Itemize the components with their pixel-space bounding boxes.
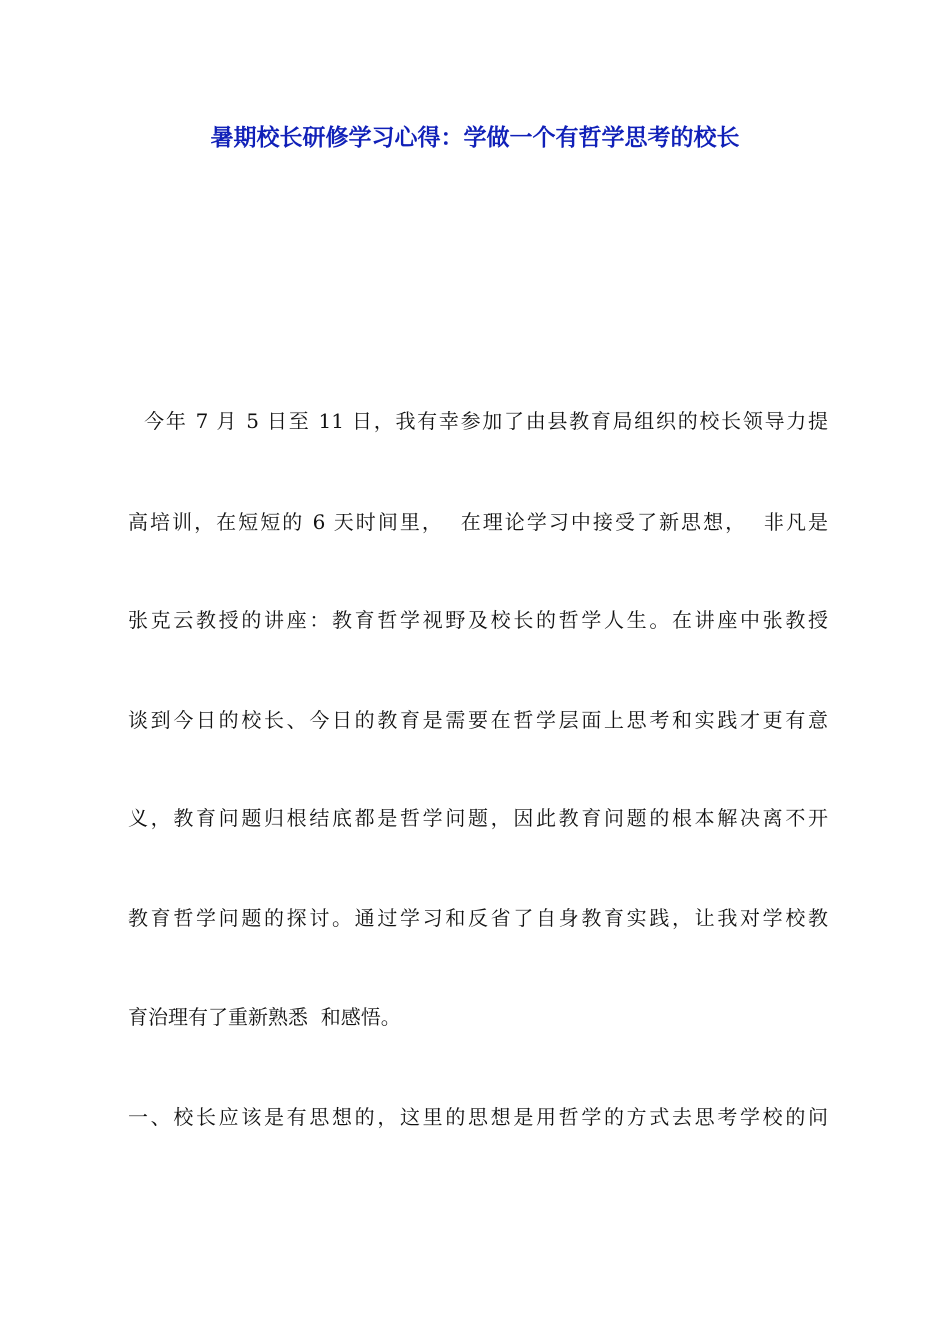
paragraph-line: 义，教育问题归根结底都是哲学问题，因此教育问题的根本解决离不开 xyxy=(128,806,828,830)
paragraph-line: 教育哲学问题的探讨。通过学习和反省了自身教育实践，让我对学校教 xyxy=(128,906,828,930)
paragraph-line: 高培训，在短短的 6 天时间里， 在理论学习中接受了新思想， 非凡是 xyxy=(128,510,828,534)
document-title: 暑期校长研修学习心得：学做一个有哲学思考的校长 xyxy=(210,125,740,151)
paragraph-line: 张克云教授的讲座：教育哲学视野及校长的哲学人生。在讲座中张教授 xyxy=(128,608,828,632)
paragraph-line: 一、校长应该是有思想的，这里的思想是用哲学的方式去思考学校的问 xyxy=(128,1105,828,1129)
paragraph-line: 今年 7 月 5 日至 11 日，我有幸参加了由县教育局组织的校长领导力提 xyxy=(128,409,828,433)
paragraph-line: 育治理有了重新熟悉 和感悟。 xyxy=(128,1005,401,1029)
paragraph-line: 谈到今日的校长、今日的教育是需要在哲学层面上思考和实践才更有意 xyxy=(128,708,828,732)
